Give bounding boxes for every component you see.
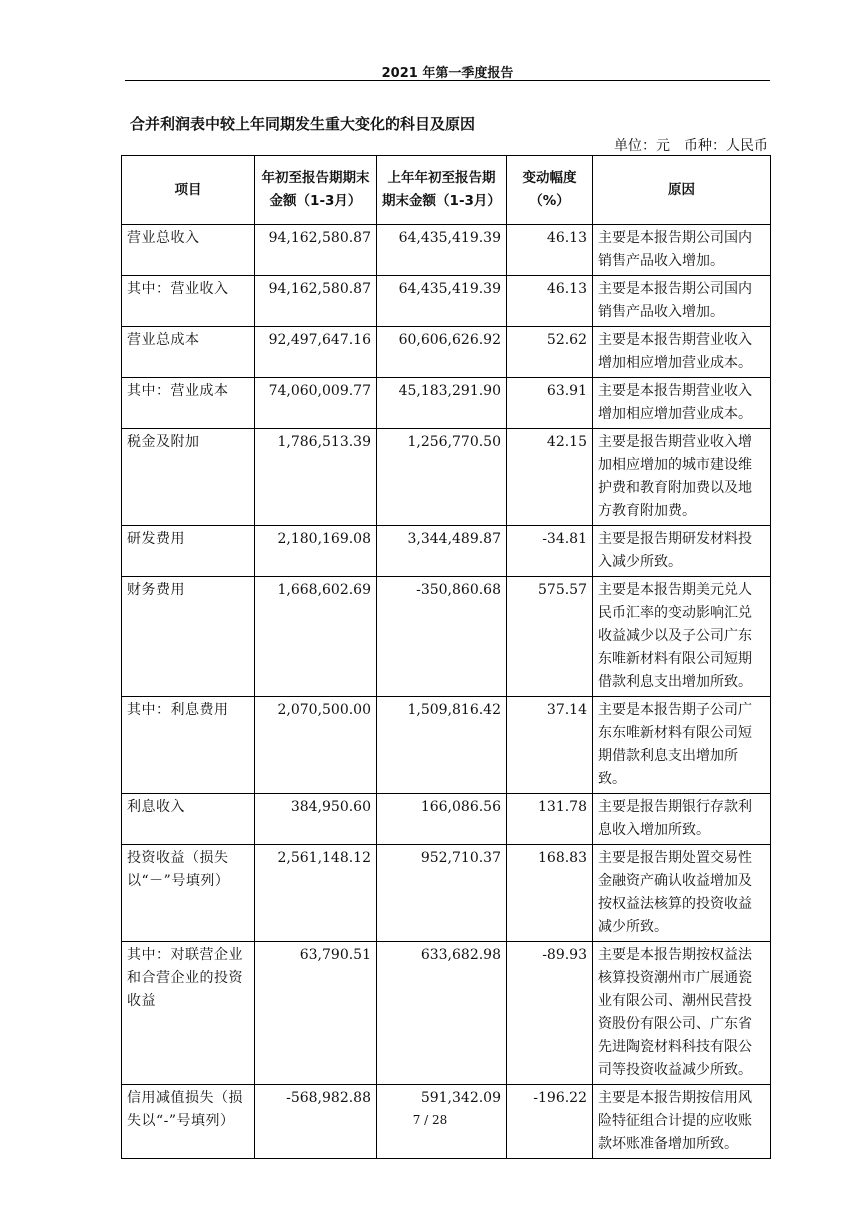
prior-amount: 60,606,626.92 [377,327,507,378]
change-percent: 575.57 [507,577,593,697]
header-divider [125,80,770,81]
reason: 主要是本报告期公司国内销售产品收入增加。 [593,276,771,327]
change-percent: -89.93 [507,942,593,1085]
reason: 主要是本报告期按信用风险特征组合计提的应收账款坏账准备增加所致。 [593,1085,771,1159]
item-name: 投资收益（损失以“－”号填列） [122,845,255,942]
change-percent: 131.78 [507,794,593,845]
change-percent: 168.83 [507,845,593,942]
header-reason: 原因 [593,156,771,225]
change-percent: 46.13 [507,225,593,276]
change-percent: -196.22 [507,1085,593,1159]
reason: 主要是本报告期子公司广东东唯新材料有限公司短期借款利息支出增加所致。 [593,697,771,794]
header-item: 项目 [122,156,255,225]
reason: 主要是本报告期营业收入增加相应增加营业成本。 [593,327,771,378]
reason: 主要是报告期银行存款利息收入增加所致。 [593,794,771,845]
change-percent: 63.91 [507,378,593,429]
change-percent: 46.13 [507,276,593,327]
prior-amount: 64,435,419.39 [377,225,507,276]
current-amount: 1,786,513.39 [255,429,377,526]
current-amount: 384,950.60 [255,794,377,845]
table-row [122,577,771,697]
prior-amount: 45,183,291.90 [377,378,507,429]
current-amount: 2,180,169.08 [255,526,377,577]
change-percent: 52.62 [507,327,593,378]
prior-amount: 952,710.37 [377,845,507,942]
current-amount: 92,497,647.16 [255,327,377,378]
table-row [122,276,771,327]
reason: 主要是本报告期按权益法核算投资潮州市广展通瓷业有限公司、潮州民营投资股份有限公司、广东省先进陶瓷材料科技有限公司等投资收益减少所致。 [593,942,771,1085]
current-amount: -568,982.88 [255,1085,377,1159]
prior-amount: 3,344,489.87 [377,526,507,577]
page-header-title: 2021 年第一季度报告 [381,66,514,81]
reason: 主要是报告期处置交易性金融资产确认收益增加及按权益法核算的投资收益减少所致。 [593,845,771,942]
current-amount: 94,162,580.87 [255,276,377,327]
item-name: 研发费用 [122,526,255,577]
reason: 主要是本报告期公司国内销售产品收入增加。 [593,225,771,276]
reason: 主要是本报告期美元兑人民币汇率的变动影响汇兑收益减少以及子公司广东东唯新材料有限公司短期借款利息支出增加所致。 [593,577,771,697]
table-body [122,225,771,1159]
prior-amount: 591,342.09 [377,1085,507,1159]
current-amount: 74,060,009.77 [255,378,377,429]
change-percent: -34.81 [507,526,593,577]
prior-amount: 633,682.98 [377,942,507,1085]
unit-currency-line: 单位：元 币种：人民币 [614,138,768,154]
header-change-percent: 变动幅度（%） [507,156,593,225]
table-row [122,378,771,429]
prior-amount: -350,860.68 [377,577,507,697]
current-amount: 63,790.51 [255,942,377,1085]
page-number: 7 / 28 [412,1113,448,1127]
item-name: 其中：对联营企业和合营企业的投资收益 [122,942,255,1085]
current-amount: 94,162,580.87 [255,225,377,276]
table-row [122,697,771,794]
item-name: 财务费用 [122,577,255,697]
item-name: 税金及附加 [122,429,255,526]
prior-amount: 166,086.56 [377,794,507,845]
table-header-row [122,156,771,225]
reason: 主要是本报告期营业收入增加相应增加营业成本。 [593,378,771,429]
item-name: 营业总成本 [122,327,255,378]
prior-amount: 1,256,770.50 [377,429,507,526]
item-name: 营业总收入 [122,225,255,276]
header-prior-amount: 上年年初至报告期期末金额（1-3月） [377,156,507,225]
header-current-amount: 年初至报告期期末金额（1-3月） [255,156,377,225]
change-percent: 42.15 [507,429,593,526]
section-title: 合并利润表中较上年同期发生重大变化的科目及原因 [130,115,476,133]
item-name: 其中：利息费用 [122,697,255,794]
table-row [122,429,771,526]
item-name: 信用减值损失（损失以“-”号填列） [122,1085,255,1159]
table-row [122,526,771,577]
income-statement-changes-table [121,155,771,1159]
reason: 主要是报告期研发材料投入减少所致。 [593,526,771,577]
item-name: 其中：营业成本 [122,378,255,429]
current-amount: 2,561,148.12 [255,845,377,942]
prior-amount: 64,435,419.39 [377,276,507,327]
item-name: 其中：营业收入 [122,276,255,327]
prior-amount: 1,509,816.42 [377,697,507,794]
current-amount: 1,668,602.69 [255,577,377,697]
current-amount: 2,070,500.00 [255,697,377,794]
item-name: 利息收入 [122,794,255,845]
table-row [122,225,771,276]
table-row [122,845,771,942]
table-row [122,942,771,1085]
table-row [122,327,771,378]
table-row [122,794,771,845]
change-percent: 37.14 [507,697,593,794]
reason: 主要是报告期营业收入增加相应增加的城市建设维护费和教育附加费以及地方教育附加费。 [593,429,771,526]
